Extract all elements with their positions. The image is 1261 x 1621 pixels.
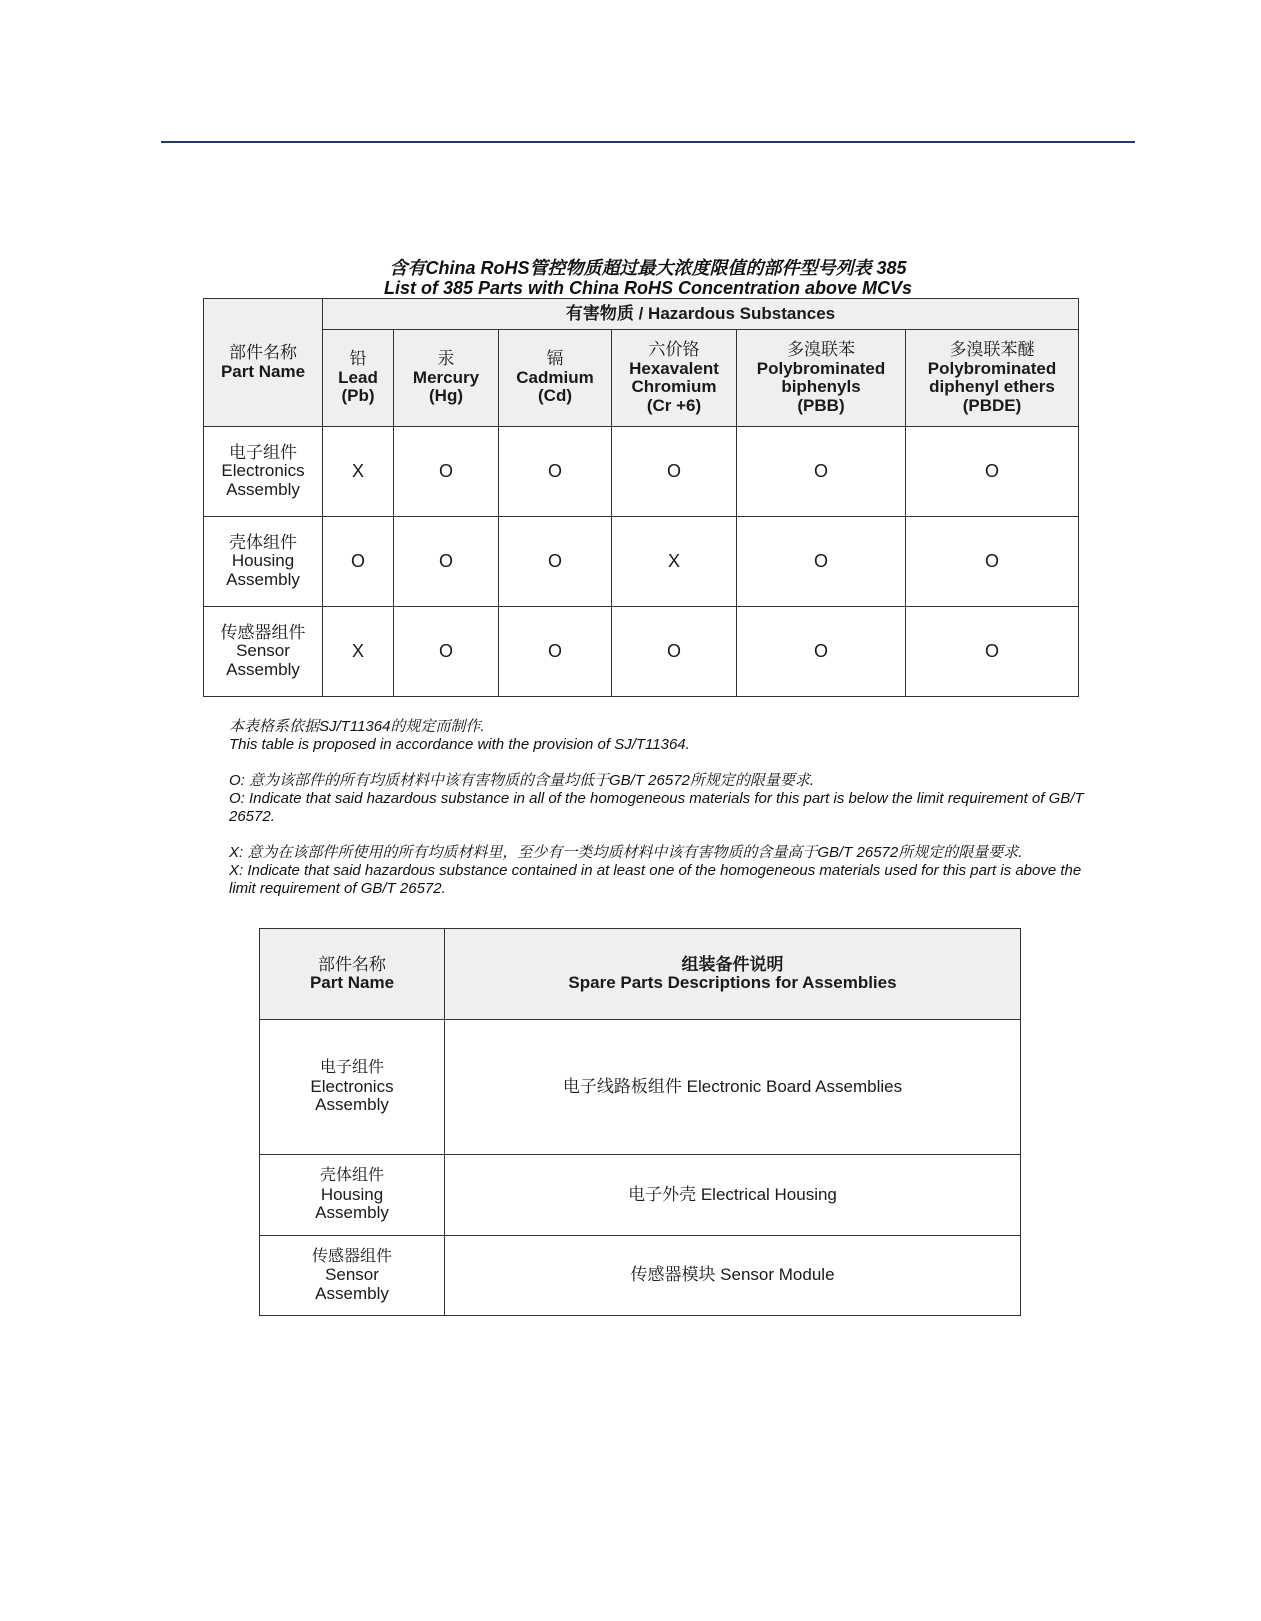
column-en: Cadmium — [516, 367, 594, 387]
part-cn: 壳体组件 — [319, 1167, 384, 1185]
row-part-name — [260, 1236, 445, 1316]
column-en: Hexavalent — [629, 358, 719, 378]
part-cn: 传感器组件 — [220, 622, 306, 642]
table-row — [260, 1155, 1021, 1236]
column-en-2: Chromium — [631, 377, 717, 396]
column-pbb — [737, 330, 906, 427]
part-en-2: Assembly — [315, 1203, 389, 1223]
column-pbde — [906, 330, 1079, 427]
spare-parts-table — [259, 928, 1021, 1316]
mark-cell: X — [612, 517, 737, 607]
mark-cell: O — [906, 427, 1079, 517]
mark-cell: O — [906, 517, 1079, 607]
description-cn: 组装备件说明 — [681, 954, 784, 974]
part-name-cn: 部件名称 — [229, 343, 297, 362]
mark-cell: O — [612, 427, 737, 517]
column-en: Polybrominated — [756, 358, 886, 378]
row-part-name — [204, 427, 323, 517]
table-row — [204, 427, 1079, 517]
note-o-cn: O: 意为该部件的所有均质材料中该有害物质的含量均低于GB/T 26572所规定的限量要求. — [229, 772, 815, 789]
column-en: Polybrominated — [927, 358, 1057, 378]
mark-cell: O — [394, 427, 499, 517]
column-mercury — [394, 330, 499, 427]
column-cadmium — [499, 330, 612, 427]
part-cn: 电子组件 — [229, 442, 297, 462]
note-x-en: X: Indicate that said hazardous substance contained in at least one of the homogeneous materials used for this part is above the limit requirement of GB/T 26572. — [229, 862, 1082, 897]
column-cn: 六价铬 — [648, 340, 700, 359]
part-en: Housing — [320, 1184, 384, 1204]
note-standard-cn: 本表格系依据SJ/T11364的规定而制作. — [229, 718, 485, 735]
table-title — [161, 258, 1135, 298]
part-en-2: Assembly — [315, 1283, 389, 1303]
mark-cell: X — [323, 427, 394, 517]
column-en: Mercury — [412, 367, 480, 387]
title-en: List of 385 Parts with China RoHS Concentration above MCVs — [383, 278, 913, 298]
column-symbol: (Cd) — [538, 386, 572, 406]
part-en: Electronics — [221, 461, 305, 481]
part-en: Sensor — [325, 1265, 379, 1285]
row-description: 电子线路板组件 Electronic Board Assemblies — [445, 1020, 1021, 1155]
row-part-name — [204, 517, 323, 607]
table-header-row — [260, 929, 1021, 1020]
note-x-cn: X: 意为在该部件所使用的所有均质材料里，至少有一类均质材料中该有害物质的含量高于GB/T 26572所规定的限量要求. — [229, 844, 1023, 861]
column-lead — [323, 330, 394, 427]
part-cn: 传感器组件 — [311, 1247, 392, 1265]
column-symbol: (Hg) — [429, 386, 463, 406]
row-description: 电子外壳 Electrical Housing — [445, 1155, 1021, 1236]
table-row — [260, 1020, 1021, 1155]
column-symbol: (PBB) — [797, 395, 845, 415]
mark-cell: O — [737, 517, 906, 607]
part-name-header — [204, 299, 323, 427]
part-en-2: Assembly — [226, 659, 300, 679]
mark-cell: O — [499, 427, 612, 517]
mark-cell: O — [737, 607, 906, 697]
row-description: 传感器模块 Sensor Module — [445, 1236, 1021, 1316]
part-en: Sensor — [236, 641, 290, 661]
title-cn: 含有China RoHS管控物质超过最大浓度限值的部件型号列表 385 — [389, 258, 907, 278]
column-cn: 镉 — [546, 349, 564, 369]
part-cn: 电子组件 — [319, 1059, 384, 1077]
part-en-2: Assembly — [226, 569, 300, 589]
table-header-row — [204, 299, 1079, 330]
part-name-header — [260, 929, 445, 1020]
part-name-en: Part Name — [220, 361, 306, 381]
table-row — [204, 517, 1079, 607]
column-cn: 汞 — [437, 349, 455, 369]
part-en: Housing — [231, 551, 295, 571]
column-cn: 铅 — [349, 349, 367, 369]
note-o-en: O: Indicate that said hazardous substance in all of the homogeneous materials for this part is below the limit requirement of GB/T 26572. — [229, 790, 1084, 825]
row-part-name — [260, 1020, 445, 1155]
column-en: Lead — [338, 367, 378, 387]
column-symbol: (PBDE) — [962, 395, 1022, 415]
row-part-name — [204, 607, 323, 697]
description-en: Spare Parts Descriptions for Assemblies — [568, 973, 897, 992]
mark-cell: O — [737, 427, 906, 517]
top-divider — [161, 141, 1135, 143]
column-en-2: biphenyls — [781, 377, 861, 396]
description-header — [445, 929, 1021, 1020]
table-notes — [229, 718, 1109, 916]
part-cn: 壳体组件 — [229, 532, 297, 552]
part-en: Electronics — [310, 1076, 394, 1096]
part-en-2: Assembly — [226, 479, 300, 499]
note-standard-en: This table is proposed in accordance with the provision of SJ/T11364. — [229, 736, 690, 753]
part-name-en: Part Name — [309, 973, 395, 992]
row-part-name — [260, 1155, 445, 1236]
mark-cell: O — [394, 517, 499, 607]
mark-cell: X — [323, 607, 394, 697]
mark-cell: O — [906, 607, 1079, 697]
mark-cell: O — [499, 517, 612, 607]
mark-cell: O — [394, 607, 499, 697]
mark-cell: O — [499, 607, 612, 697]
table-row — [260, 1236, 1021, 1316]
column-hexavalent-chromium — [612, 330, 737, 427]
table-row — [204, 607, 1079, 697]
part-name-cn: 部件名称 — [318, 954, 386, 974]
mark-cell: O — [323, 517, 394, 607]
substance-columns-row — [204, 330, 1079, 427]
column-en-2: diphenyl ethers — [929, 377, 1055, 396]
column-cn: 多溴联苯醚 — [949, 340, 1035, 359]
hazardous-substances-header: 有害物质 / Hazardous Substances — [323, 299, 1079, 330]
mark-cell: O — [612, 607, 737, 697]
column-symbol: (Pb) — [341, 386, 375, 406]
part-en-2: Assembly — [315, 1095, 389, 1115]
column-symbol: (Cr +6) — [646, 395, 702, 415]
column-cn: 多溴联苯 — [787, 340, 855, 359]
rohs-substance-table — [203, 298, 1079, 697]
